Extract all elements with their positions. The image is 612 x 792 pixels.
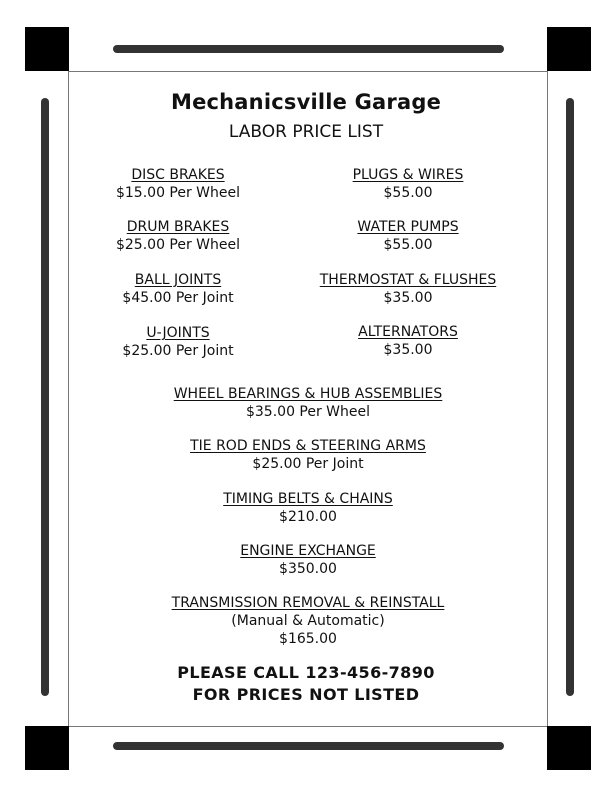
price-item-timing-belts [100, 490, 516, 526]
price-item-engine-exchange [100, 542, 516, 578]
price-item-wheel-bearings [100, 385, 516, 421]
service-name: ENGINE EXCHANGE [240, 543, 376, 559]
service-name: WATER PUMPS [357, 219, 459, 235]
bottom-border-bar [113, 742, 504, 750]
frame-bottom-line [69, 726, 547, 727]
corner-block-bottom-left [25, 726, 69, 770]
left-border-bar [41, 98, 49, 696]
service-price: $45.00 Per Joint [122, 290, 234, 306]
service-price: $35.00 Per Wheel [245, 404, 371, 420]
service-price: $210.00 [279, 509, 337, 525]
call-for-prices-notice [0, 662, 612, 706]
callout-line-2: FOR PRICES NOT LISTED [192, 685, 420, 704]
service-name: PLUGS & WIRES [352, 167, 464, 183]
service-price: $35.00 [383, 290, 433, 306]
service-name: BALL JOINTS [134, 272, 222, 288]
corner-block-bottom-right [547, 726, 591, 770]
service-price: $25.00 Per Joint [122, 343, 234, 359]
service-name: U-JOINTS [146, 325, 210, 341]
service-name: DISC BRAKES [131, 167, 225, 183]
corner-block-top-left [25, 27, 69, 71]
frame-right-line [547, 71, 548, 726]
service-name: TRANSMISSION REMOVAL & REINSTALL [171, 595, 445, 611]
frame-top-line [69, 71, 547, 72]
service-name: TIMING BELTS & CHAINS [223, 491, 393, 507]
price-item-transmission [100, 594, 516, 648]
service-price: $55.00 [383, 237, 433, 253]
price-item-alternators [298, 323, 518, 359]
page-title: Mechanicsville Garage [170, 90, 442, 114]
price-item-ball-joints [88, 271, 268, 307]
callout-line-1: PLEASE CALL 123-456-7890 [177, 663, 435, 682]
price-item-water-pumps [298, 218, 518, 254]
page-subtitle: LABOR PRICE LIST [228, 122, 384, 142]
service-name: DRUM BRAKES [126, 219, 230, 235]
frame-left-line [68, 71, 69, 726]
price-item-drum-brakes [88, 218, 268, 254]
service-price: $35.00 [383, 342, 433, 358]
price-item-plugs-wires [298, 166, 518, 202]
service-note: (Manual & Automatic) [231, 613, 385, 629]
service-name: THERMOSTAT & FLUSHES [319, 272, 497, 288]
service-name: ALTERNATORS [358, 324, 458, 340]
service-price: $350.00 [279, 561, 337, 577]
service-price: $25.00 Per Joint [252, 456, 364, 472]
price-item-thermostat-flushes [298, 271, 518, 307]
price-item-u-joints [88, 324, 268, 360]
top-border-bar [113, 45, 504, 53]
corner-block-top-right [547, 27, 591, 71]
service-price: $15.00 Per Wheel [115, 185, 241, 201]
service-name: WHEEL BEARINGS & HUB ASSEMBLIES [173, 386, 443, 402]
price-item-tie-rod-ends [100, 437, 516, 473]
service-price: $55.00 [383, 185, 433, 201]
service-price: $25.00 Per Wheel [115, 237, 241, 253]
price-item-disc-brakes [88, 166, 268, 202]
service-name: TIE ROD ENDS & STEERING ARMS [190, 438, 426, 454]
service-price: $165.00 [279, 631, 337, 647]
right-border-bar [566, 98, 574, 696]
